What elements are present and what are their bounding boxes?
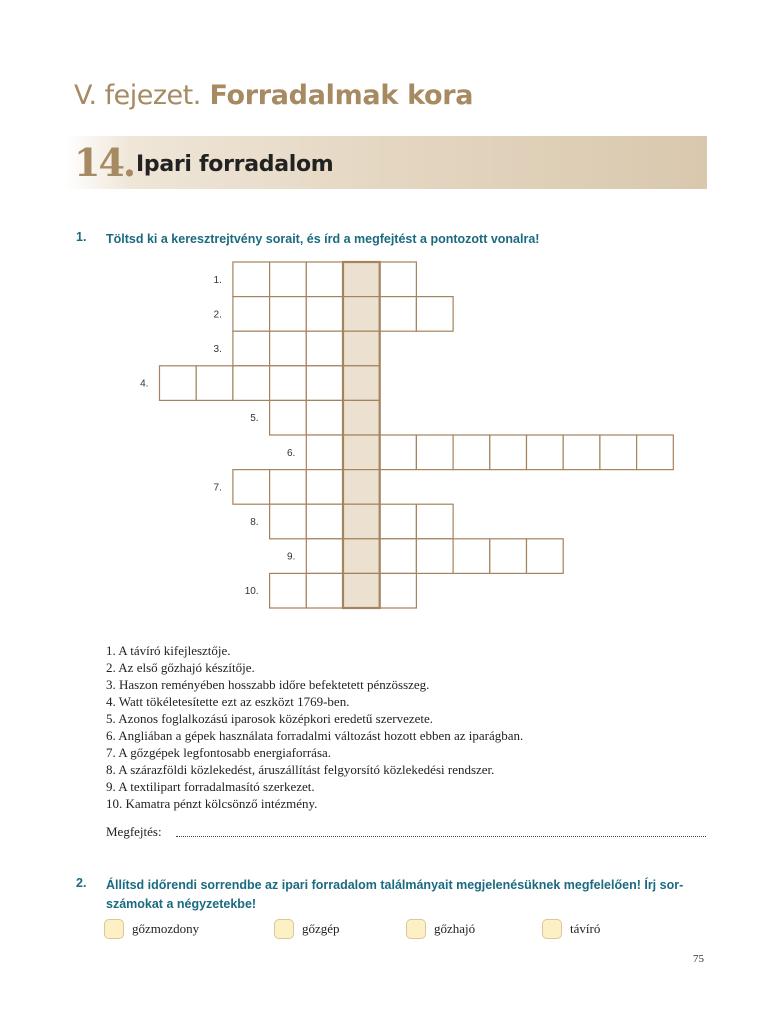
crossword-cell[interactable] <box>416 504 453 539</box>
clue-item: 8. A szárazföldi közlekedést, áruszállítást felgyorsító közlekedési rendszer. <box>106 762 495 777</box>
task1-number: 1. <box>76 230 87 244</box>
crossword-cell[interactable] <box>490 539 527 574</box>
task2-number: 2. <box>76 876 87 890</box>
order-input-box[interactable] <box>406 919 426 939</box>
clue-item: 10. Kamatra pénzt kölcsönző intézmény. <box>106 796 318 811</box>
choice-item <box>274 918 340 940</box>
clue-item: 4. Watt tökéletesítette ezt az eszközt 1769-ben. <box>106 694 350 709</box>
crossword-cell[interactable] <box>637 435 674 470</box>
lesson-title: Ipari forradalom <box>136 152 334 177</box>
crossword-row <box>214 262 417 297</box>
row-number: 2. <box>213 309 222 321</box>
order-input-box[interactable] <box>274 919 294 939</box>
crossword-cell[interactable] <box>270 262 307 297</box>
crossword-cell[interactable] <box>270 470 307 505</box>
clue-item: 1. A távíró kifejlesztője. <box>106 643 231 658</box>
crossword-cell[interactable] <box>233 331 270 366</box>
key-column-border <box>343 262 380 608</box>
crossword-row <box>140 366 380 401</box>
crossword-key-cell[interactable] <box>343 331 380 366</box>
row-number: 3. <box>213 344 222 355</box>
crossword-cell[interactable] <box>270 297 307 332</box>
choice-label: távíró <box>570 921 601 936</box>
crossword-cell[interactable] <box>416 539 453 574</box>
crossword-key-cell[interactable] <box>343 504 380 539</box>
crossword-key-cell[interactable] <box>343 435 380 470</box>
crossword-cell[interactable] <box>306 435 343 470</box>
task1-instruction: Töltsd ki a keresztrejtvény sorait, és írd a megfejtést a pontozott vonalra! <box>106 232 540 246</box>
crossword-cell[interactable] <box>233 262 270 297</box>
crossword-cell[interactable] <box>233 297 270 332</box>
crossword-cell[interactable] <box>563 435 600 470</box>
row-number: 7. <box>213 482 222 494</box>
crossword-cell[interactable] <box>160 366 197 401</box>
row-number: 9. <box>286 551 296 563</box>
crossword-cell[interactable] <box>380 539 417 574</box>
clue-item: 3. Haszon reményében hosszabb időre befektetett pénzösszeg. <box>106 677 430 692</box>
crossword-cell[interactable] <box>270 400 307 435</box>
crossword-cell[interactable] <box>380 504 417 539</box>
order-input-box[interactable] <box>104 919 124 939</box>
choice-label: gőzgép <box>302 921 340 936</box>
crossword-cell[interactable] <box>416 435 453 470</box>
chapter-heading <box>74 80 473 111</box>
crossword-cell[interactable] <box>380 297 417 332</box>
crossword-cell[interactable] <box>380 573 417 608</box>
crossword-cell[interactable] <box>416 297 453 332</box>
crossword-cell[interactable] <box>527 435 564 470</box>
choice-label: gőzhajó <box>434 921 476 936</box>
choice-label: gőzmozdony <box>132 921 200 936</box>
crossword-key-cell[interactable] <box>343 573 380 608</box>
crossword-row <box>250 504 453 539</box>
order-input-box[interactable] <box>542 919 562 939</box>
crossword-row <box>214 470 380 505</box>
crossword-key-cell[interactable] <box>343 366 380 401</box>
row-number: 4. <box>140 378 149 390</box>
crossword-row <box>287 539 563 574</box>
clue-item: 5. Azonos foglalkozású iparosok középkori eredetű szervezete. <box>106 711 434 726</box>
clue-item: 9. A textilipart forradalmasító szerkezet. <box>106 779 315 794</box>
page-number: 75 <box>693 953 704 965</box>
crossword-cell[interactable] <box>527 539 564 574</box>
crossword-cell[interactable] <box>380 435 417 470</box>
crossword-key-cell[interactable] <box>343 297 380 332</box>
answer-dotted-line[interactable] <box>176 836 706 837</box>
crossword-cell[interactable] <box>306 262 343 297</box>
crossword-cell[interactable] <box>270 366 307 401</box>
crossword-key-cell[interactable] <box>343 539 380 574</box>
crossword-cell[interactable] <box>306 539 343 574</box>
task2-instruction-line2: számokat a négyzetekbe! <box>106 897 257 911</box>
choice-item <box>406 918 475 940</box>
crossword-cell[interactable] <box>270 573 307 608</box>
crossword-cell[interactable] <box>380 262 417 297</box>
crossword-cell[interactable] <box>453 539 490 574</box>
crossword-cell[interactable] <box>306 400 343 435</box>
crossword-cell[interactable] <box>490 435 527 470</box>
crossword-cell[interactable] <box>270 331 307 366</box>
crossword-cell[interactable] <box>600 435 637 470</box>
clue-list <box>106 642 523 812</box>
crossword-cell[interactable] <box>306 573 343 608</box>
row-number: 8. <box>250 517 259 528</box>
crossword-row <box>245 573 417 608</box>
crossword-cell[interactable] <box>233 366 270 401</box>
answer-label: Megfejtés: <box>106 824 162 839</box>
crossword-cell[interactable] <box>270 504 307 539</box>
crossword-key-cell[interactable] <box>343 400 380 435</box>
crossword-row <box>214 297 454 332</box>
clue-item: 6. Angliában a gépek használata forradalmi változást hozott ebben az iparágban. <box>106 728 524 743</box>
crossword-cell[interactable] <box>306 297 343 332</box>
row-number: 1. <box>213 274 222 286</box>
crossword-row <box>214 331 380 366</box>
crossword-row <box>287 435 673 470</box>
crossword-cell[interactable] <box>306 331 343 366</box>
crossword-row <box>250 400 379 435</box>
crossword-cell[interactable] <box>196 366 233 401</box>
crossword-cell[interactable] <box>306 504 343 539</box>
row-number: 6. <box>286 447 296 459</box>
crossword-cell[interactable] <box>233 470 270 505</box>
crossword-cell[interactable] <box>306 366 343 401</box>
task2-instruction-line1: Állítsd időrendi sorrendbe az ipari forradalom találmányait megjelenésüknek megfelelően! Írj sor- <box>106 878 684 892</box>
task2-instruction <box>106 876 716 914</box>
lesson-number: 14. <box>74 140 135 185</box>
crossword-key-cell[interactable] <box>343 262 380 297</box>
clue-item: 7. A gőzgépek legfontosabb energiaforrása. <box>106 745 332 760</box>
choice-item <box>542 918 600 940</box>
row-number: 5. <box>250 413 259 425</box>
crossword-key-cell[interactable] <box>343 470 380 505</box>
crossword-cell[interactable] <box>306 470 343 505</box>
chapter-title: Forradalmak kora <box>209 80 474 111</box>
row-number: 10. <box>244 586 259 598</box>
crossword-cell[interactable] <box>453 435 490 470</box>
chapter-prefix: V. fejezet. <box>74 80 201 111</box>
clue-item: 2. Az első gőzhajó készítője. <box>106 660 255 675</box>
choice-item <box>104 918 199 940</box>
